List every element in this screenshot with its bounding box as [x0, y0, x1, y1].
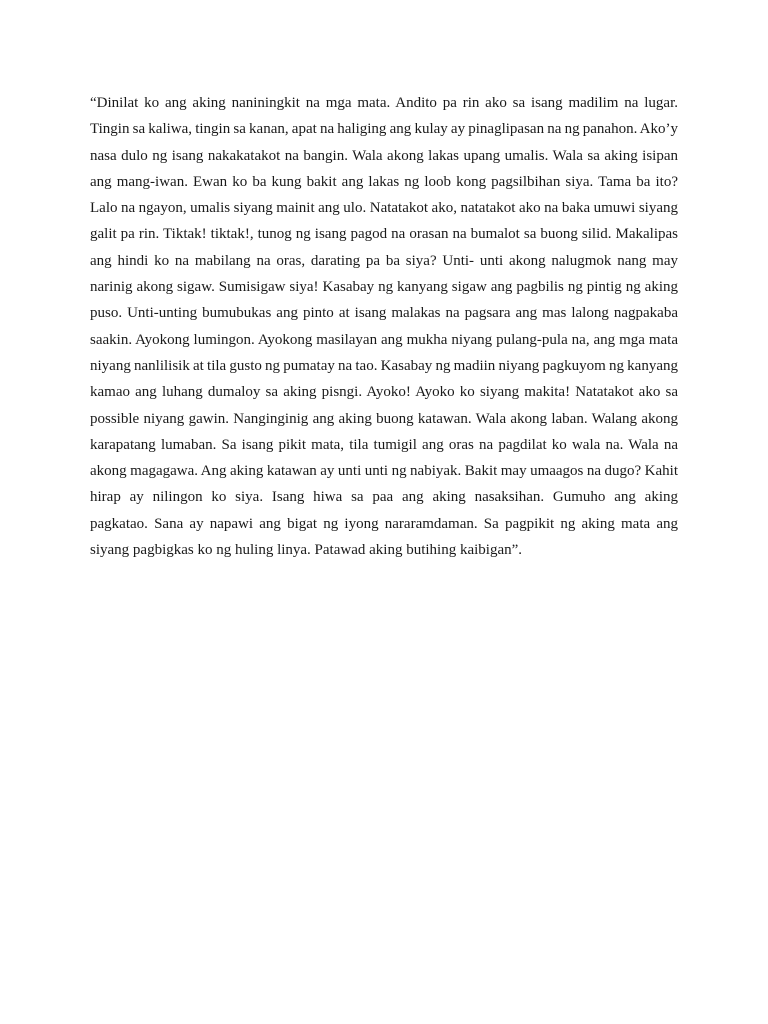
paragraph-line-8: narinig akong sigaw. Sumisigaw siya! Kasabay ng kanyang sigaw ang pagbilis ng pintig ng aking: [90, 279, 678, 296]
paragraph-line-5: Lalo na ngayon, umalis siyang mainit ang ulo. Natatakot ako, natatakot ako na baka umuwi siyang: [90, 200, 678, 217]
story-paragraph: [90, 90, 678, 563]
paragraph-line-16: hirap ay nilingon ko siya. Isang hiwa sa paa ang aking nasaksihan. Gumuho ang aking: [90, 489, 678, 506]
paragraph-line-9: puso. Unti-unting bumubukas ang pinto at isang malakas na pagsara ang mas lalong nagpakaba: [90, 305, 678, 322]
paragraph-line-13: possible niyang gawin. Nanginginig ang aking buong katawan. Wala akong laban. Walang akong: [90, 410, 678, 427]
paragraph-line-18: siyang pagbigkas ko ng huling linya. Patawad aking butihing kaibigan”.: [90, 542, 523, 559]
paragraph-line-1: “Dinilat ko ang aking naniningkit na mga mata. Andito pa rin ako sa isang madilim na lugar.: [90, 95, 678, 111]
paragraph-line-12: kamao ang luhang dumaloy sa aking pisngi. Ayoko! Ayoko ko siyang makita! Natatakot ako sa: [90, 384, 678, 401]
paragraph-line-4: ang mang-iwan. Ewan ko ba kung bakit ang lakas ng loob kong pagsilbihan siya. Tama ba ito?: [90, 173, 678, 190]
paragraph-line-2: Tingin sa kaliwa, tingin sa kanan, apat na haliging ang kulay ay pinaglipasan na ng panahon. Ako’y: [90, 121, 678, 138]
paragraph-line-17: pagkatao. Sana ay napawi ang bigat ng iyong nararamdaman. Sa pagpikit ng aking mata ang: [90, 515, 678, 532]
paragraph-line-7: ang hindi ko na mabilang na oras, darating pa ba siya? Unti- unti akong nalugmok nang may: [90, 252, 678, 269]
paragraph-line-10: saakin. Ayokong lumingon. Ayokong masilayan ang mukha niyang pulang-pula na, ang mga mata: [90, 331, 678, 348]
paragraph-line-6: galit pa rin. Tiktak! tiktak!, tunog ng isang pagod na orasan na bumalot sa buong silid. Makalipas: [90, 226, 678, 243]
paragraph-line-15: akong magagawa. Ang aking katawan ay unti unti ng nabiyak. Bakit may umaagos na dugo? Kahit: [90, 463, 678, 480]
paragraph-line-14: karapatang lumaban. Sa isang pikit mata, tila tumigil ang oras na pagdilat ko wala na. Wala na: [90, 436, 678, 453]
paragraph-line-11: niyang nanlilisik at tila gusto ng pumatay na tao. Kasabay ng madiin niyang pagkuyom ng kanyang: [90, 357, 678, 374]
paragraph-line-3: nasa dulo ng isang nakakatakot na bangin. Wala akong lakas upang umalis. Wala sa aking isipan: [90, 147, 678, 164]
